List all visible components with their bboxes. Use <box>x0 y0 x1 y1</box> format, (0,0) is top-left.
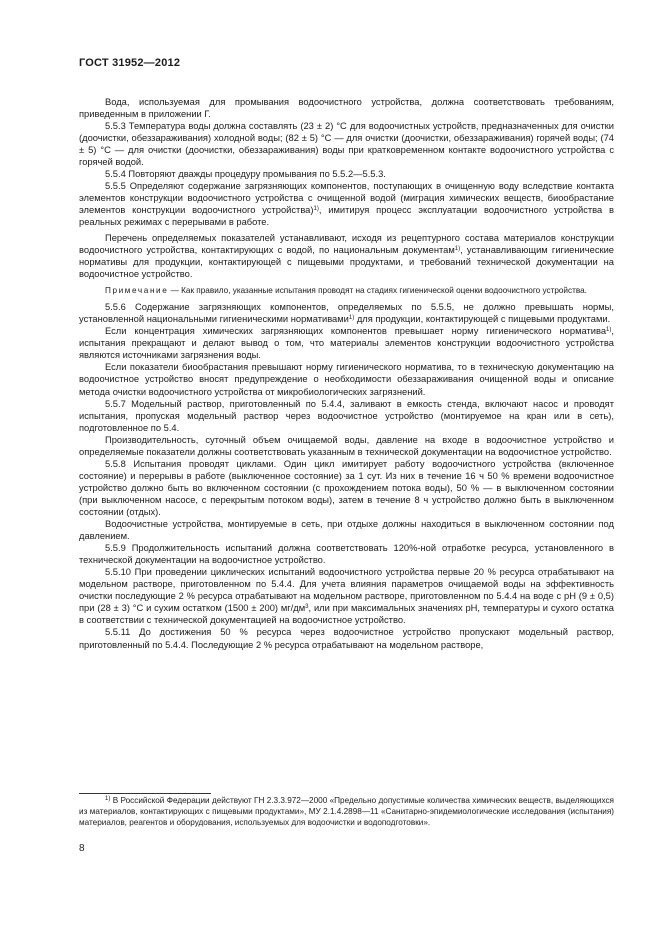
footnote-ref: 1) <box>348 315 355 322</box>
paragraph: 5.5.4 Повторяют дважды процедуру промывания по 5.5.2—5.5.3. <box>105 169 386 180</box>
paragraph: 5.5.9 Продолжительность испытаний должна соответствовать 120%-ной отработке ресурса, установленного в технической документации на водоочистное устройство. <box>79 543 614 566</box>
footnote-ref: 1) <box>454 245 461 252</box>
superscript: 3 <box>305 604 309 611</box>
page-number: 8 <box>79 843 85 854</box>
paragraph: 5.5.6 Содержание загрязняющих компонентов, определяемых по 5.5.5, не должно превышать нормы, установленной национальными гигиеническими нормативами$^{1)}$ для продукции, контактирующей с пищевыми продуктами. <box>79 302 614 325</box>
paragraph: 5.5.10 При проведении циклических испытаний водоочистного устройства первые 20 % ресурса отрабатывают на модельном растворе, приготовленном по 5.4.4. Для учета влияния параметров очищаемой воды на эффективность очистки последующие 2 % ресурса отрабатывают на модельном растворе, приготовленном по 5.4.4 на воде с pH (9 ± 0,5) при (28 ± 3) °С и сухим остатком (1500 ± 200) $мг/дм^3$, или при максимальных значениях pH, температуры и сухого остатка в соответствии с технической документацией на водоочистное устройство. <box>79 567 614 626</box>
paragraph: 5.5.5 Определяют содержание загрязняющих компонентов, поступающих в очищенную воду вследствие контакта элементов конструкции водоочистного устройства с очищенной водой (миграция химических веществ, биообрастание элементов конструкции водоочистного устройства)$^{1)}$, имитируя процесс эксплуатации водоочистного устройства в реальных режимах с перерывами в работе. <box>79 181 614 228</box>
footnote: $^{1)}$ В Российской Федерации действуют ГН 2.3.3.972—2000 «Предельно допустимые количества химических веществ, выделяющихся из материалов, контактирующих с пищевыми продуктами», МУ 2.1.4.2898—11 «Санитарно-эпидемиологические исследования (испытания) материалов, реагентов и оборудования, используемых для водоочистки и водоподготовки». <box>79 796 614 827</box>
paragraph: 5.5.3 Температура воды должна составлять (23 ± 2) °С для водоочистных устройств, предназначенных для очистки (доочистки, обеззараживания) холодной воды; (82 ± 5) °С — для очистки (доочистки, обеззараживания) горячей воды; (74 ± 5) °С — для очистки (доочистки, обеззараживания) воды при кратковременном контакте водоочистного устройства с горячей водой. <box>79 121 614 168</box>
note: Примечание — Как правило, указанные испытания проводят на стадиях гигиенической оценки водоочистного устройства. <box>105 285 587 295</box>
paragraph: 5.5.8 Испытания проводят циклами. Один цикл имитирует работу водоочистного устройства (включенное состояние) и перерывы в работе (выключенное состояние) за 1 сут. Из них в течение 16 ч 50 % времени водоочистное устройство должно быть во включенном состоянии (с прохождением потока воды), 50 % — в выключенном состоянии (при выключенном насосе, с перекрытым потоком воды), затем в течение 8 ч устройство должно быть в выключенном состоянии (отдых). <box>79 458 614 517</box>
paragraph: 5.5.7 Модельный раствор, приготовленный по 5.4.4, заливают в емкость стенда, включают насос и проводят испытания, пропуская модельный раствор через водоочистное устройство (монтируемое на кран или в сеть), подготовленное по 5.4. <box>79 398 614 433</box>
footnote-ref: 1) <box>313 206 319 213</box>
paragraph: Если концентрация химических загрязняющих компонентов превышает норму гигиенического норматива$^{1)}$, испытания прекращают и делают вывод о том, что материалы элементов конструкции водоочистного устройства являются источниками загрязнения воды. <box>79 326 614 361</box>
footnote-ref: 1) <box>606 327 612 334</box>
document-header: ГОСТ 31952—2012 <box>79 57 181 69</box>
paragraph: Производительность, суточный объем очищаемой воды, давление на входе в водоочистное устройство и определяемые показатели должны соответствовать указанным в технической документации на водоочистное устройство. <box>79 434 614 457</box>
paragraph: Если показатели биообрастания превышают норму гигиенического норматива, то в техническую документацию на водоочистное устройство вносят предупреждение о необходимости обеззараживания очищенной воды и описание метода очистки водоочистного устройства от микробиологических загрязнений. <box>79 362 614 397</box>
paragraph: Перечень определяемых показателей устанавливают, исходя из рецептурного состава материалов конструкции водоочистного устройства, контактирующих с водой, по национальным документам$^{1)}$, устанавливающим гигиенические нормативы для продукции, контактирующей с пищевыми продуктами, и требований технической документации на водоочистное устройство. <box>79 232 614 279</box>
footnote-marker: 1) <box>105 796 111 802</box>
footnote-divider <box>79 793 211 794</box>
document-body <box>79 96 614 651</box>
paragraph: Водоочистные устройства, монтируемые в сеть, при отдыхе должны находиться в выключенном состоянии под давлением. <box>79 519 614 542</box>
note-label: Примечание <box>105 285 169 295</box>
paragraph: 5.5.11 До достижения 50 % ресурса через водоочистное устройство пропускают модельный раствор, приготовленный по 5.4.4. Последующие 2 % ресурса отрабатывают на модельном растворе, <box>79 627 614 650</box>
paragraph: Вода, используемая для промывания водоочистного устройства, должна соответствовать требованиям, приведенным в приложении Г. <box>79 97 614 120</box>
